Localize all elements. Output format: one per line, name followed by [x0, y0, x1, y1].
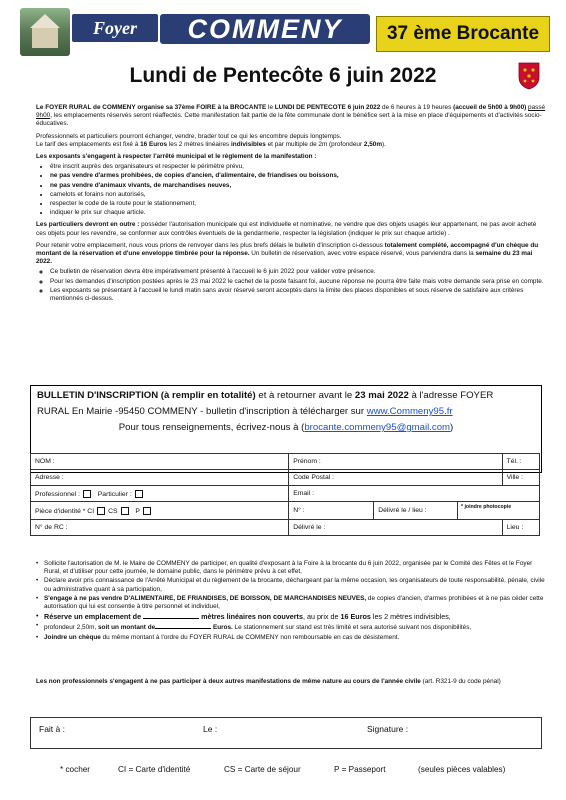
montant-blank[interactable] — [155, 622, 211, 629]
table-row — [31, 520, 540, 536]
intro-paragraph: Professionnels et particuliers pourront échanger, vendre, brader tout ce qui les encombre depuis longtemps. — [36, 132, 342, 140]
registration-form — [30, 453, 540, 536]
table-row — [31, 486, 540, 502]
delivre-le-field[interactable]: Délivré le : — [289, 520, 502, 536]
website-link[interactable]: www.Commeny95.fr — [366, 406, 453, 417]
foyer-rural-banner — [72, 14, 158, 66]
tel-field[interactable]: Tél. : — [502, 454, 539, 470]
prenom-field[interactable]: Prénom : — [289, 454, 502, 470]
foyer-rural-label: Foyer Rural — [93, 18, 137, 66]
fait-a-field[interactable]: Fait à : — [39, 724, 65, 734]
metres-blank[interactable] — [143, 612, 199, 619]
table-row — [31, 470, 540, 486]
particuliers-paragraph: Les particuliers devront en outre : posséder l'autorisation municipale qui est individuelle et nominative, ne vendre que des objets usagés leur appartenant, ne pas avoir acheté ces objets pour les revendre, se conformer aux contrôles éventuels de la gendarmerie, respecter la législation (indiquer le prix sur chaque article) . — [36, 221, 537, 237]
professionnel-checkbox[interactable] — [83, 490, 91, 498]
list-item: ◦ Pour les demandes d'inscription postées après le 23 mai 2022 le cachet de la poste faisant foi, aucune réponse ne pourra être faite mais votre demande sera prise en compte. — [50, 278, 546, 286]
page-title: Lundi de Pentecôte 6 juin 2022 — [129, 64, 437, 87]
adresse-field[interactable]: Adresse : — [31, 470, 289, 486]
list-item: • profondeur 2,50m, soit un montant de Euros. Le stationnement sur stand est très limité et sera autorisé suivant nos disponibilités, — [44, 622, 546, 632]
commeny-banner — [160, 14, 370, 44]
particulier-checkbox[interactable] — [135, 490, 143, 498]
brocante-label: 37 ème Brocante — [386, 23, 540, 44]
legend-seules: (seules pièces valables) — [418, 765, 506, 774]
clauses-section — [36, 560, 546, 643]
list-item: • ne pas vendre d'animaux vivants, de marchandises neuves, — [50, 182, 546, 190]
numero-field[interactable]: N° : — [289, 502, 374, 520]
list-item: • Déclare avoir pris connaissance de l'Arrêté Municipal et du règlement de la brocante, déchargeant par la même occasion, les organisateurs de toute responsabilité, pénale, civile ou administrative quant à sa participation, — [44, 577, 546, 593]
list-item: • être inscrit auprès des organisateurs et respecter le périmètre prévu, — [50, 163, 546, 171]
le-field[interactable]: Le : — [203, 724, 218, 734]
list-item: ◦ Ce bulletin de réservation devra être impérativement présenté à l'accueil le 6 juin 2022 pour valider votre présence. — [50, 268, 546, 276]
list-item: • Sollicite l'autorisation de M. le Maire de COMMENY de participer, en qualité d'exposant à la Foire à la brocante du 6 juin 2022, organisée par le Comité des Fêtes et le Foyer Rural, et d'utiliser pour cette journée, le domaine public, dans le périmètre prévu à cet effet, — [44, 560, 546, 576]
coat-of-arms-icon — [518, 62, 540, 90]
bulletin-line-1: BULLETIN D'INSCRIPTION (à remplir en totalité) et à retourner avant le 23 mai 2022 à l'adresse FOYER — [37, 390, 494, 401]
legend-p: P = Passeport — [334, 765, 386, 774]
list-item: • Réserve un emplacement de mètres linéaires non couverts, au prix de 16 Euros les 2 mètres indivisibles, — [44, 612, 546, 621]
legend-cocher: * cocher — [60, 765, 91, 774]
header-photo — [20, 8, 70, 56]
delivre-lieu-field[interactable]: Délivré le / lieu : — [378, 507, 427, 514]
cs-checkbox[interactable] — [121, 507, 129, 515]
rules-list — [36, 163, 546, 217]
bulletin-line-3: Pour tous renseignements, écrivez-nous à (brocante.commeny95@gmail.com) — [118, 422, 454, 433]
list-item: • S'engage à ne pas vendre D'ALIMENTAIRE, DE FRIANDISES, DE BOISSON, DE MARCHANDISES NEUVES, de copies d'ancien, d'armes prohibées et à ne pas céder cette autorisation qui lui est consentie à titre personnel et individuel, — [44, 595, 546, 611]
email-link[interactable]: brocante.commeny95@gmail.com — [304, 422, 451, 433]
statut-cell: Professionnel : Particulier : — [31, 486, 289, 502]
table-row — [31, 502, 540, 520]
list-item: • camelots et forains non autorisés, — [50, 191, 546, 199]
list-item: ◦ Les exposants se présentant à l'accueil le lundi matin sans avoir réservé seront acceptés dans la limite des places disponibles et sous réserve de satisfaire aux critères mentionnés ci-dessus. — [50, 287, 546, 303]
nom-field[interactable]: NOM : — [31, 454, 289, 470]
legend-ci: CI = Carte d'identité — [118, 765, 191, 774]
commeny-label: COMMENY — [187, 14, 343, 44]
notes-list — [36, 268, 546, 303]
delivre-lieu-cell — [374, 502, 540, 520]
intro-section — [36, 104, 546, 307]
tarif-paragraph: Le tarif des emplacements est fixé à 16 Euros les 2 mètres linéaires indivisibles et par multiple de 2m (profondeur 2,50m). — [36, 140, 386, 148]
clauses-list — [36, 560, 546, 642]
photocopie-note: * joindre photocopie — [457, 502, 539, 519]
signature-box — [30, 717, 542, 749]
lieu-field[interactable]: Lieu : — [502, 520, 539, 536]
list-item: • ne pas vendre d'armes prohibées, de copies d'ancien, d'alimentaire, de friandises ou boissons, — [50, 172, 546, 180]
non-pro-notice: Les non professionnels s'engagent à ne pas participer à deux autres manifestations de même nature au cours de l'année civile (art. R321-9 du code pénal) — [36, 678, 501, 685]
ci-checkbox[interactable] — [97, 507, 105, 515]
table-row — [31, 454, 540, 470]
exposants-heading: Les exposants s'engagent à respecter l'arrêté municipal et le règlement de la manifestation : — [36, 153, 317, 161]
brocante-banner — [376, 16, 550, 52]
signature-field[interactable]: Signature : — [367, 724, 409, 734]
email-field[interactable]: Email : — [289, 486, 540, 502]
ville-field[interactable]: Ville : — [502, 470, 539, 486]
list-item: • indiquer le prix sur chaque article. — [50, 209, 546, 217]
reservation-paragraph: Pour retenir votre emplacement, nous vous prions de renvoyer dans les plus brefs délais le bulletin d'inscription ci-dessous totalement complété, accompagné d'un chèque du montant de la réservation et d'une enveloppe timbrée pour la réponse. Un bulletin de réservation, avec votre espace réservé, vous parviendra dans la semaine du 23 mai 2022. — [36, 241, 539, 266]
bulletin-line-2: RURAL En Mairie -95450 COMMENY - bulletin d'inscription à télécharger sur www.Commeny95.fr — [37, 406, 453, 417]
code-postal-field[interactable]: Code Postal : — [289, 470, 502, 486]
rc-field[interactable]: N° de RC : — [31, 520, 289, 536]
legend-cs: CS = Carte de séjour — [224, 765, 301, 774]
piece-identite-cell: Pièce d'identité * CI CS P — [31, 502, 289, 520]
intro-paragraph: Le FOYER RURAL de COMMENY organise sa 37ème FOIRE à la BROCANTE le LUNDI DE PENTECOTE 6 juin 2022 de 6 heures à 19 heures (accueil de 5h00 à 9h00) passé 9h00, les emplacements réservés seront réaffectés. Cette manifestation fait partie de la fête communale dont le bénéfice sert à la mise en place d'équipements et d'activités socio-éducatives. — [36, 104, 546, 128]
list-item: • respecter le code de la route pour le stationnement, — [50, 200, 546, 208]
list-item: • Joindre un chèque du même montant à l'ordre du FOYER RURAL de COMMENY non remboursable en cas de désistement. — [44, 634, 546, 642]
p-checkbox[interactable] — [143, 507, 151, 515]
